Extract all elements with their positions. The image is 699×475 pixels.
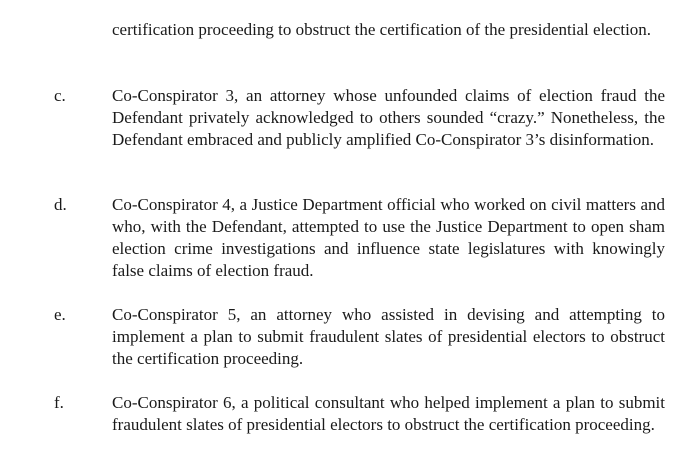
continued-paragraph: certification proceeding to obstruct the certification of the presidential election.	[112, 20, 652, 39]
list-item-text: Co-Conspirator 6, a political consultant who helped implement a plan to submit fraudulent slates of presidential electors to obstruct the certification proceeding.	[112, 393, 665, 434]
list-marker: e.	[54, 305, 66, 324]
list-marker: f.	[54, 393, 64, 412]
list-item-text: Co-Conspirator 5, an attorney who assisted in devising and attempting to implement a plan to submit fraudulent slates of presidential electors to obstruct the certification proceeding.	[112, 305, 665, 368]
list-item-text: Co-Conspirator 3, an attorney whose unfounded claims of election fraud the Defendant privately acknowledged to others sounded “crazy.” Nonetheless, the Defendant embraced and publicly amplified Co-Conspirator 3’s disinformation.	[112, 86, 665, 149]
list-marker: d.	[54, 195, 67, 214]
list-item-text: Co-Conspirator 4, a Justice Department official who worked on civil matters and who, with the Defendant, attempted to use the Justice Department to open sham election crime investigations and influence state legislatures with knowingly false claims of election fraud.	[112, 195, 665, 280]
list-marker: c.	[54, 86, 66, 105]
